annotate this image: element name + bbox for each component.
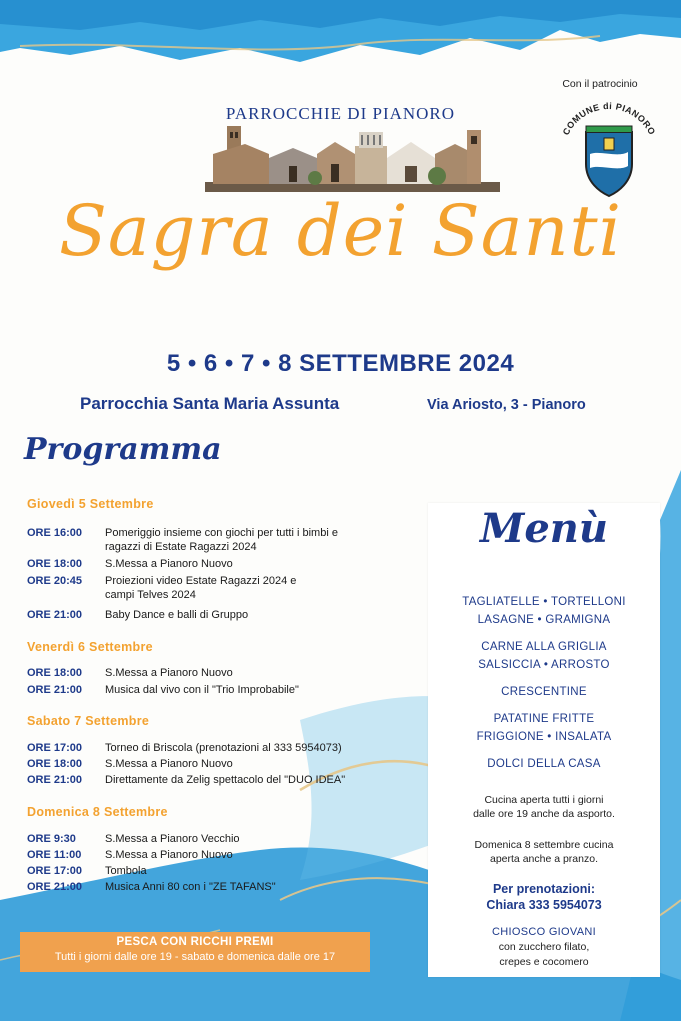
menu-item: SALSICCIA • ARROSTO (478, 659, 610, 671)
parish-heading: PARROCCHIE DI PIANORO (225, 104, 456, 123)
program-event (27, 832, 407, 846)
day-label: Giovedì 5 Settembre (27, 497, 154, 511)
menu-note: Cucina aperta tutti i giorni dalle ore 19 anche da asporto. (473, 794, 615, 820)
menu-title: Menù (480, 505, 608, 552)
program-event (27, 880, 407, 894)
menu-item: TAGLIATELLE • TORTELLONI (462, 596, 626, 608)
program-event (27, 848, 407, 862)
event-description: Baby Dance e balli di Gruppo (105, 609, 249, 621)
booking-contact: Chiara 333 5954073 (486, 898, 602, 912)
program-event (27, 574, 407, 602)
event-description: Direttamente da Zelig spettacolo del "DUO IDEA" (105, 774, 346, 786)
event-dates: 5 • 6 • 7 • 8 SETTEMBRE 2024 (166, 350, 515, 377)
kiosk-line: crepes e cocomero (499, 956, 589, 968)
kiosk-title: CHIOSCO GIOVANI (492, 926, 596, 938)
programma-heading: Programma (24, 432, 222, 467)
event-time: ORE 21:00 (27, 684, 83, 696)
event-time: ORE 20:45 (27, 575, 83, 587)
day-label: Venerdì 6 Settembre (27, 640, 153, 654)
program-event (27, 526, 407, 554)
program-event (27, 608, 407, 622)
menu-item: PATATINE FRITTE (493, 713, 595, 725)
event-description: S.Messa a Pianoro Vecchio (105, 833, 240, 845)
program-event (27, 683, 407, 697)
menu-item: DOLCI DELLA CASA (487, 758, 601, 770)
event-description: Tombola (105, 865, 147, 877)
program-event (27, 557, 407, 571)
pesca-title: PESCA CON RICCHI PREMI (116, 936, 274, 948)
event-time: ORE 18:00 (27, 558, 83, 570)
event-description: S.Messa a Pianoro Nuovo (105, 849, 233, 861)
event-description: Musica dal vivo con il "Trio Improbabile" (105, 684, 299, 696)
event-time: ORE 21:00 (27, 609, 83, 621)
event-description: Proiezioni video Estate Ragazzi 2024 e campi Telves 2024 (105, 575, 297, 601)
day-label: Sabato 7 Settembre (27, 714, 150, 728)
program-event (27, 773, 407, 787)
event-time: ORE 16:00 (27, 527, 83, 539)
menu-item: CARNE ALLA GRIGLIA (481, 641, 607, 653)
event-venue: Parrocchia Santa Maria Assunta (80, 394, 340, 413)
program-event (27, 666, 407, 680)
event-description: Pomeriggio insieme con giochi per tutti i bimbi e ragazzi di Estate Ragazzi 2024 (105, 527, 338, 553)
event-time: ORE 17:00 (27, 742, 83, 754)
event-description: S.Messa a Pianoro Nuovo (105, 558, 233, 570)
patronage-label: Con il patrocinio (562, 78, 638, 90)
event-time: ORE 21:00 (27, 881, 83, 893)
menu-note: Domenica 8 settembre cucina aperta anche a pranzo. (474, 839, 614, 865)
event-time: ORE 18:00 (27, 758, 83, 770)
menu-item: LASAGNE • GRAMIGNA (477, 614, 611, 626)
program-event (27, 864, 407, 878)
comune-emblem-text: COMUNE di PIANORO (560, 100, 658, 137)
event-title: Sagra dei Santi (58, 190, 623, 272)
menu-item: CRESCENTINE (501, 686, 587, 698)
event-address: Via Ariosto, 3 - Pianoro (427, 397, 586, 413)
event-time: ORE 21:00 (27, 774, 83, 786)
event-description: S.Messa a Pianoro Nuovo (105, 667, 233, 679)
kiosk-line: con zucchero filato, (498, 941, 590, 953)
event-description: Musica Anni 80 con i "ZE TAFANS" (105, 881, 276, 893)
event-description: S.Messa a Pianoro Nuovo (105, 758, 233, 770)
kiosk-info (428, 925, 660, 970)
churches-illustration (205, 124, 500, 192)
event-time: ORE 17:00 (27, 865, 83, 877)
day-label: Domenica 8 Settembre (27, 805, 168, 819)
menu-item: FRIGGIONE • INSALATA (476, 731, 612, 743)
pesca-subtitle: Tutti i giorni dalle ore 19 - sabato e domenica dalle ore 17 (54, 951, 336, 963)
booking-label: Per prenotazioni: (492, 882, 596, 896)
event-time: ORE 11:00 (27, 849, 82, 861)
event-time: ORE 18:00 (27, 667, 83, 679)
program-event (27, 741, 407, 755)
pesca-banner (20, 932, 370, 972)
program-event (27, 757, 407, 771)
booking-info (428, 881, 660, 913)
event-time: ORE 9:30 (27, 833, 76, 845)
event-description: Torneo di Briscola (prenotazioni al 333 5954073) (105, 742, 342, 754)
